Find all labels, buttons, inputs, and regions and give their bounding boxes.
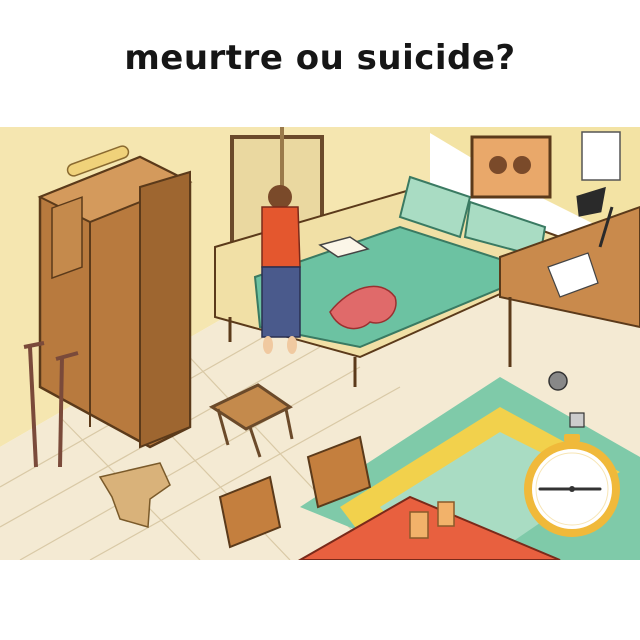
photo-frame [472, 137, 550, 197]
calendar [582, 132, 620, 180]
page-title: meurtre ou suicide? [124, 38, 516, 78]
illustration-scene [0, 127, 640, 560]
hanging-figure [262, 185, 300, 354]
mug [549, 372, 567, 390]
glass [410, 512, 428, 538]
glass [438, 502, 454, 526]
small-bottle [570, 413, 584, 427]
